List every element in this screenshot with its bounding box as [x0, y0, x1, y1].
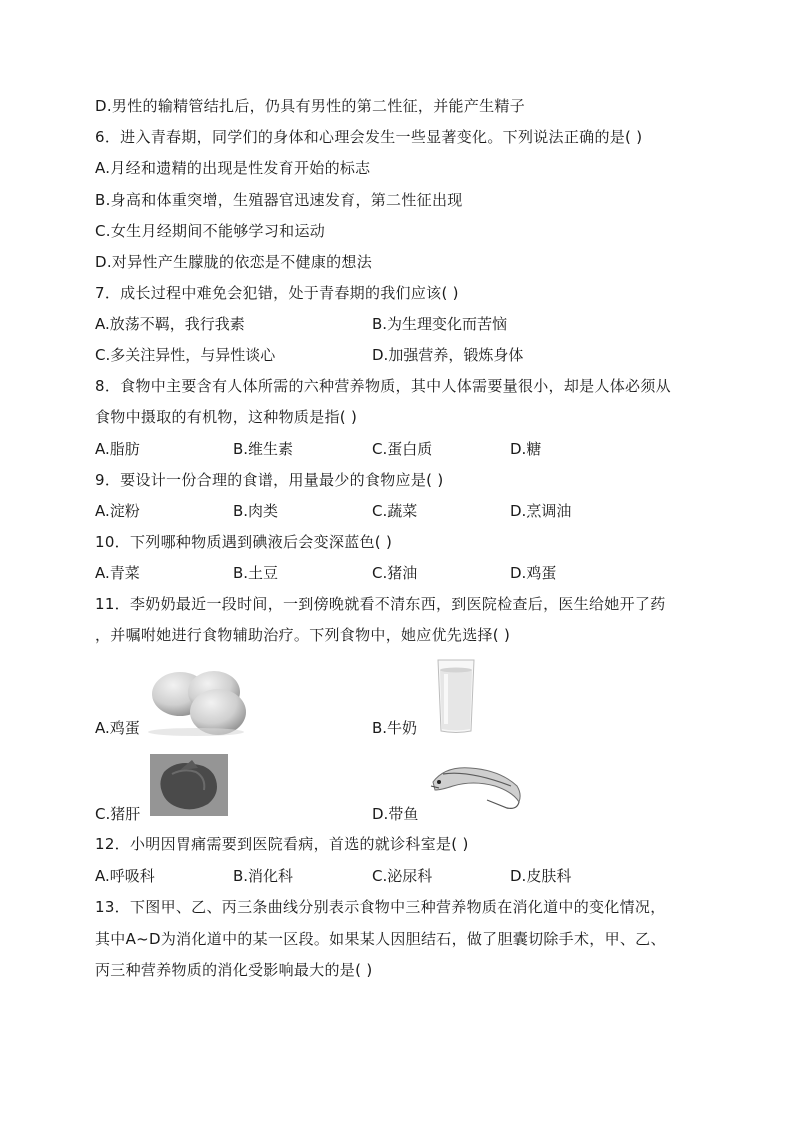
q6-option-c: C.女生月经期间不能够学习和运动: [95, 222, 326, 240]
ribbonfish-photo: [425, 756, 525, 812]
q7-option-d: D.加强营养，锻炼身体: [372, 346, 524, 364]
q10-option-b: B.土豆: [233, 564, 279, 582]
q10-option-a: A.青菜: [95, 564, 140, 582]
milk-glass-photo: [436, 658, 476, 734]
q12-option-b: B.消化科: [233, 867, 294, 885]
q10-option-d: D.鸡蛋: [510, 564, 557, 582]
eggs-photo: [146, 666, 248, 736]
q12-option-d: D.皮肤科: [510, 867, 572, 885]
q8-option-a: A.脂肪: [95, 440, 140, 458]
q7-option-b: B.为生理变化而苦恼: [372, 315, 508, 333]
q8-option-c: C.蛋白质: [372, 440, 433, 458]
question-11-line-2: ，并嘱咐她进行食物辅助治疗。下列食物中，她应优先选择( ): [95, 626, 511, 644]
question-8-line-2: 食物中摄取的有机物，这种物质是指( ): [95, 408, 358, 426]
q8-option-d: D.糖: [510, 440, 542, 458]
question-13-line-1: 13．下图甲、乙、丙三条曲线分别表示食物中三种营养物质在消化道中的变化情况，: [95, 898, 666, 916]
question-13-line-2: 其中A~D为消化道中的某一区段。如果某人因胆结石，做了胆囊切除手术，甲、乙、: [95, 930, 666, 948]
q10-option-c: C.猪油: [372, 564, 418, 582]
q7-option-a: A.放荡不羁，我行我素: [95, 315, 245, 333]
q12-option-c: C.泌尿科: [372, 867, 433, 885]
q5-option-d: D.男性的输精管结扎后，仍具有男性的第二性征，并能产生精子: [95, 97, 526, 115]
question-9: 9．要设计一份合理的食谱，用量最少的食物应是( ): [95, 471, 444, 489]
q6-option-b: B.身高和体重突增，生殖器官迅速发育，第二性征出现: [95, 191, 463, 209]
question-13-line-3: 丙三种营养物质的消化受影响最大的是( ): [95, 961, 373, 979]
q11-option-d: D.带鱼: [372, 805, 419, 823]
q11-option-c: C.猪肝: [95, 805, 141, 823]
q9-option-c: C.蔬菜: [372, 502, 418, 520]
q6-option-a: A.月经和遗精的出现是性发育开始的标志: [95, 159, 371, 177]
question-11-line-1: 11．李奶奶最近一段时间，一到傍晚就看不清东西，到医院检查后，医生给她开了药: [95, 595, 666, 613]
q9-option-d: D.烹调油: [510, 502, 572, 520]
q11-option-b: B.牛奶: [372, 719, 418, 737]
question-6: 6．进入青春期，同学们的身体和心理会发生一些显著变化。下列说法正确的是( ): [95, 128, 643, 146]
q6-option-d: D.对异性产生朦胧的依恋是不健康的想法: [95, 253, 373, 271]
q9-option-b: B.肉类: [233, 502, 279, 520]
q9-option-a: A.淀粉: [95, 502, 140, 520]
pig-liver-photo: [150, 754, 228, 816]
q12-option-a: A.呼吸科: [95, 867, 155, 885]
q8-option-b: B.维生素: [233, 440, 294, 458]
question-10: 10．下列哪种物质遇到碘液后会变深蓝色( ): [95, 533, 393, 551]
q11-option-a: A.鸡蛋: [95, 719, 140, 737]
question-12: 12．小明因胃痛需要到医院看病，首选的就诊科室是( ): [95, 835, 469, 853]
question-8-line-1: 8．食物中主要含有人体所需的六种营养物质，其中人体需要量很小，却是人体必须从: [95, 377, 671, 395]
q7-option-c: C.多关注异性，与异性谈心: [95, 346, 276, 364]
question-7: 7．成长过程中难免会犯错，处于青春期的我们应该( ): [95, 284, 459, 302]
